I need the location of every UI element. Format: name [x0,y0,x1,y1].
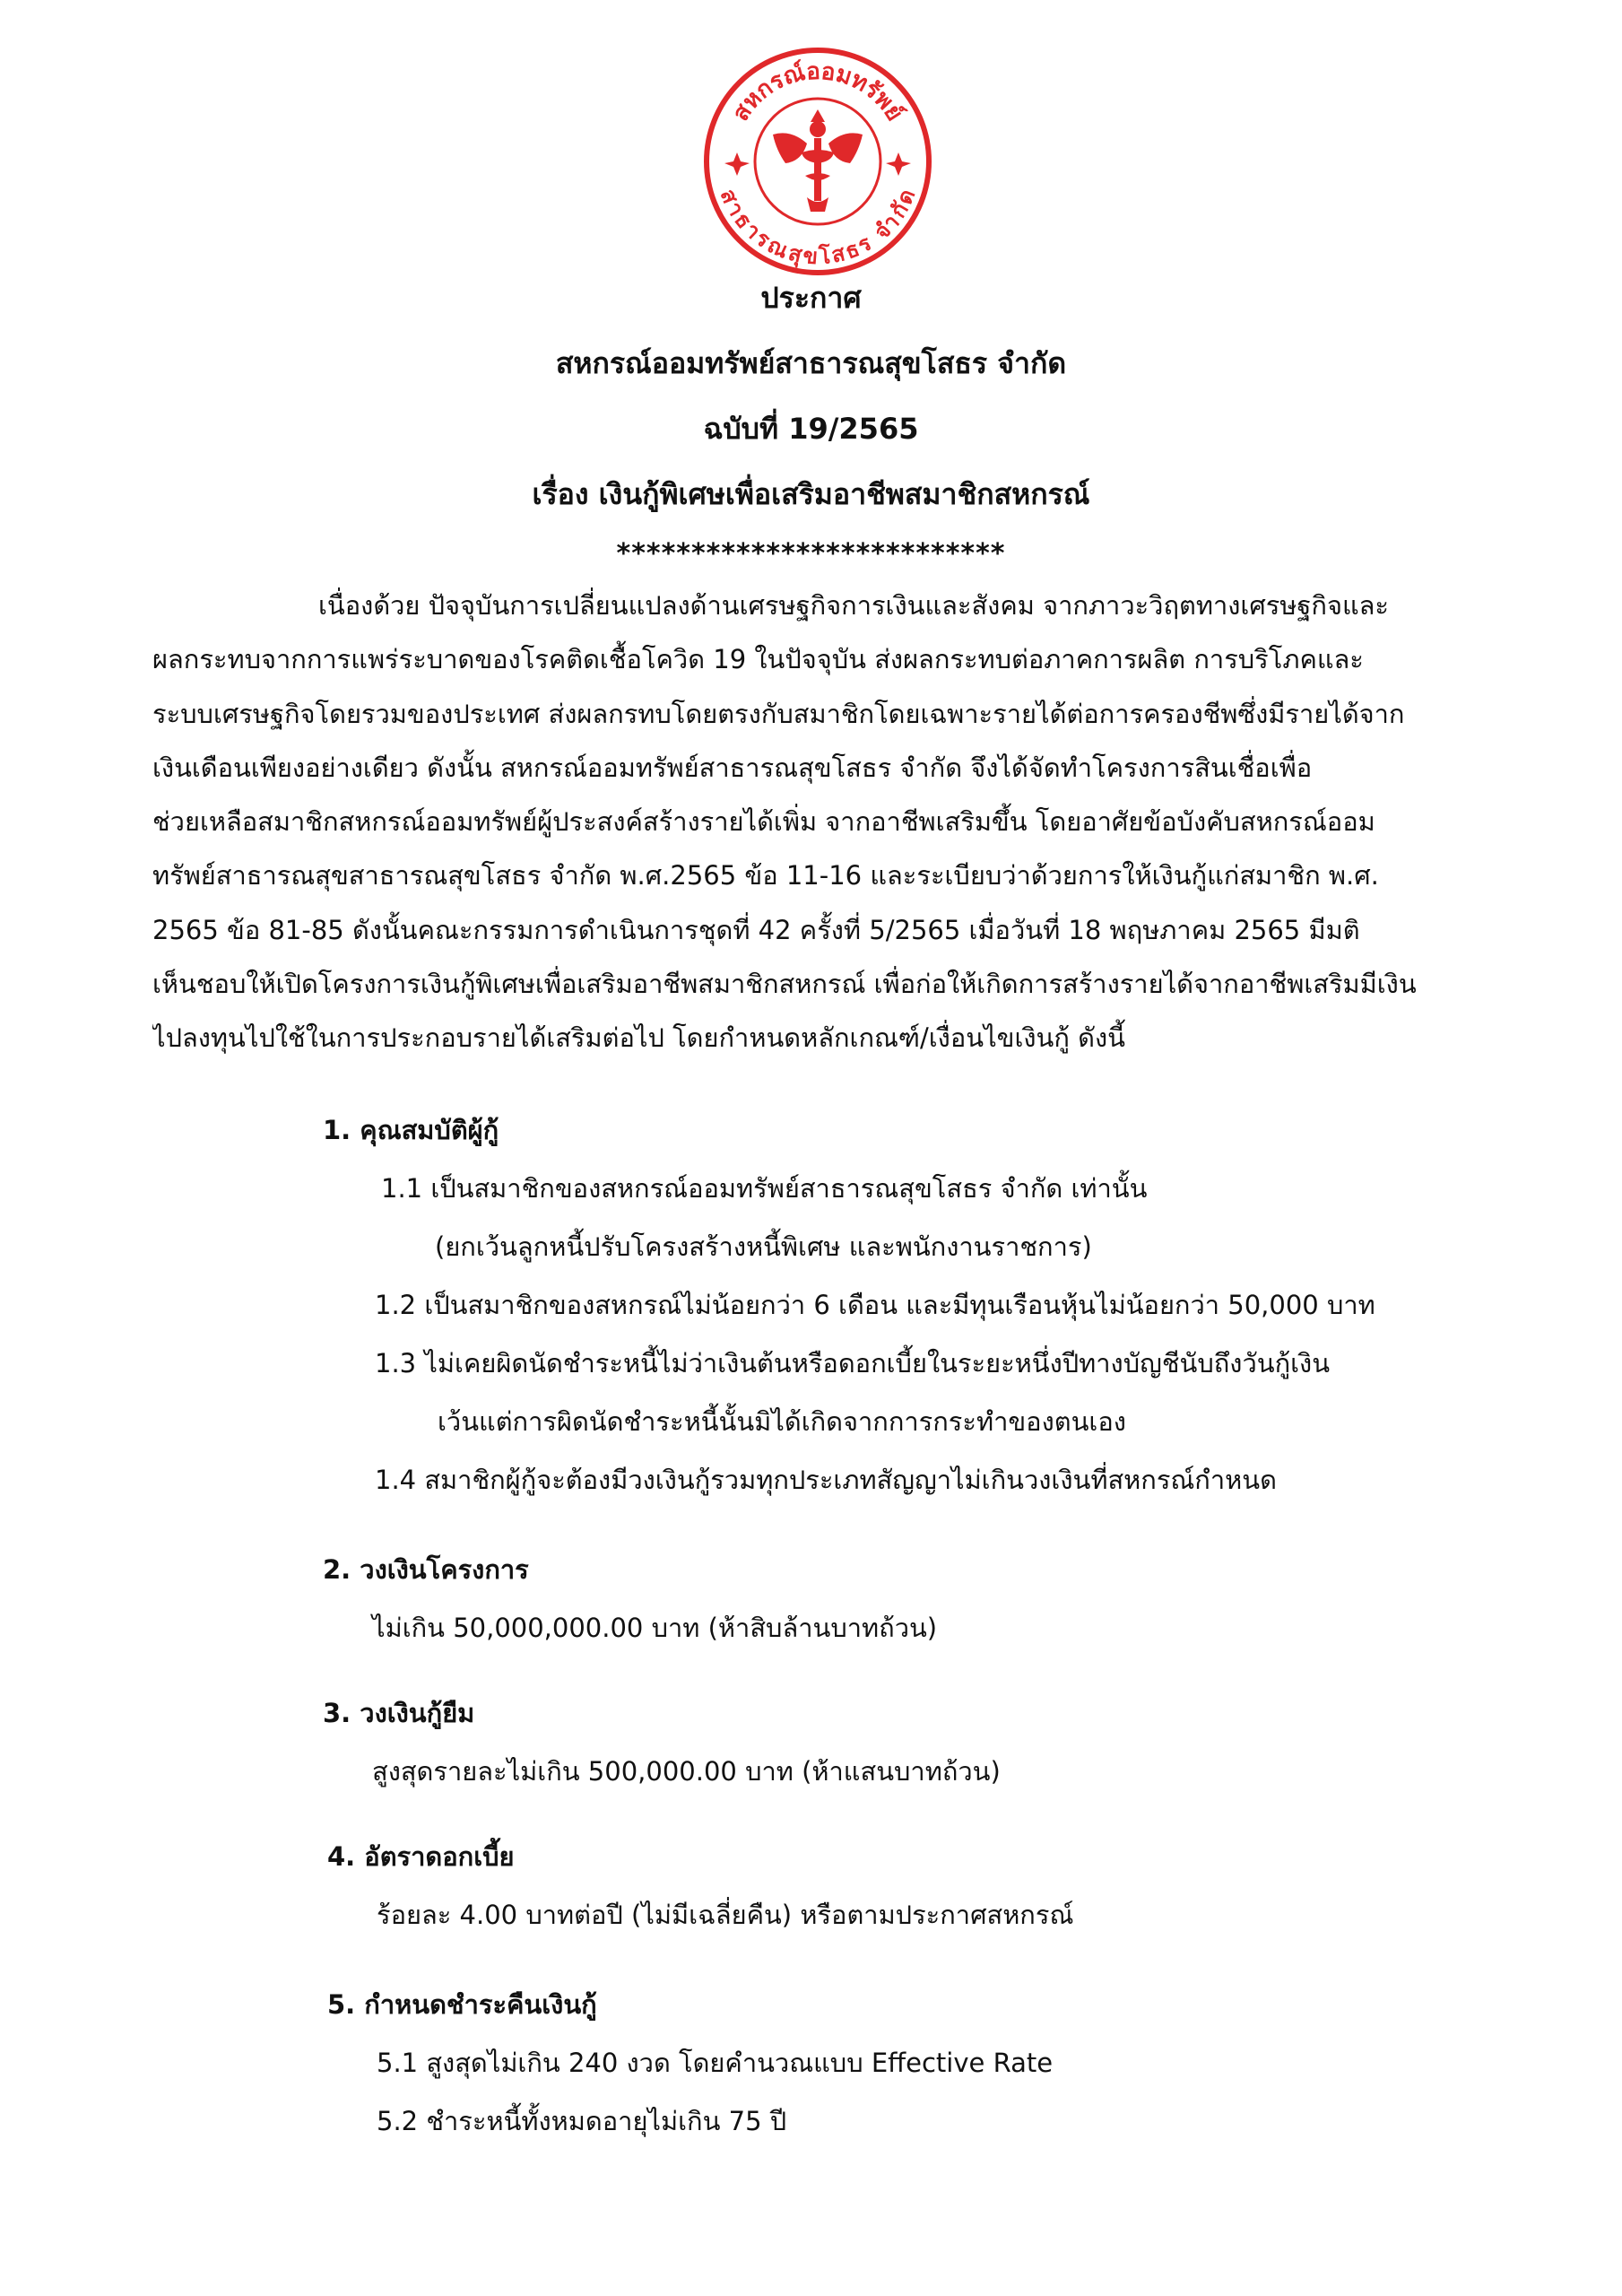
section-1-item-3-note: เว้นแต่การผิดนัดชำระหนี้นั้นมิได้เกิดจากการกระทำของตนเอง [438,1406,1126,1437]
section-2-title: 2. วงเงินโครงการ [323,1554,529,1585]
section-1-item-1-note: (ยกเว้นลูกหนี้ปรับโครงสร้างหนี้พิเศษ และพนักงานราชการ) [435,1231,1092,1262]
garuda-emblem-icon [773,109,863,212]
section-3-text: สูงสุดรายละไม่เกิน 500,000.00 บาท (ห้าแสนบาทถ้วน) [372,1756,1001,1787]
section-5-item-1: 5.1 สูงสุดไม่เกิน 240 งวด โดยคำนวณแบบ Effective Rate [377,2048,1054,2078]
section-2-text: ไม่เกิน 50,000,000.00 บาท (ห้าสิบล้านบาทถ้วน) [372,1613,938,1643]
announcement-subject: เรื่อง เงินกู้พิเศษเพื่อเสริมอาชีพสมาชิกสหกรณ์ [532,477,1090,511]
section-5-item-2: 5.2 ชำระหนี้ทั้งหมดอายุไม่เกิน 75 ปี [377,2106,787,2136]
paragraph-line: เงินเดือนเพียงอย่างเดียว ดังนั้น สหกรณ์ออมทรัพย์สาธารณสุขโสธร จำกัด จึงได้จัดทำโครงการสินเชื่อเพื่อ [152,752,1313,783]
section-5-title: 5. กำหนดชำระคืนเงินกู้ [327,1989,597,2020]
seal-text-bottom: สาธารณสุขโสธร จำกัด [716,185,920,269]
announcement-number: ฉบับที่ 19/2565 [703,412,919,446]
paragraph-line: ไปลงทุนไปใช้ในการประกอบรายได้เสริมต่อไป โดยกำหนดหลักเกณฑ์/เงื่อนไขเงินกู้ ดังนี้ [152,1022,1125,1054]
section-1-item-1: 1.1 เป็นสมาชิกของสหกรณ์ออมทรัพย์สาธารณสุขโสธร จำกัด เท่านั้น [381,1173,1148,1204]
paragraph-line: 2565 ข้อ 81-85 ดังนั้นคณะกรรมการดำเนินการชุดที่ 42 ครั้งที่ 5/2565 เมื่อวันที่ 18 พฤษภาคม 2565 มีมติ [152,914,1360,945]
paragraph-line: เห็นชอบให้เปิดโครงการเงินกู้พิเศษเพื่อเสริมอาชีพสมาชิกสหกรณ์ เพื่อก่อให้เกิดการสร้างรายได้จากอาชีพเสริมมีเงิน [152,969,1417,1000]
paragraph-line: ช่วยเหลือสมาชิกสหกรณ์ออมทรัพย์ผู้ประสงค์สร้างรายได้เพิ่ม จากอาชีพเสริมขึ้น โดยอาศัยข้อบังคับสหกรณ์ออม [152,806,1375,838]
announcement-label: ประกาศ [760,281,862,315]
section-1-item-4: 1.4 สมาชิกผู้กู้จะต้องมีวงเงินกู้รวมทุกประเภทสัญญาไม่เกินวงเงินที่สหกรณ์กำหนด [375,1465,1277,1495]
paragraph-line: ระบบเศรษฐกิจโดยรวมของประเทศ ส่งผลกรทบโดยตรงกับสมาชิกโดยเฉพาะรายได้ต่อการครองชีพซึ่งมีรายได้จาก [152,698,1405,729]
section-3-title: 3. วงเงินกู้ยืม [323,1698,475,1728]
paragraph-line: ผลกระทบจากการแพร่ระบาดของโรคติดเชื้อโควิด 19 ในปัจจุบัน ส่งผลกระทบต่อภาคการผลิต การบริโภคและ [152,644,1364,675]
intro-paragraph [152,578,1466,1065]
section-1-title: 1. คุณสมบัติผู้กู้ [323,1115,499,1145]
section-4-text: ร้อยละ 4.00 บาทต่อปี (ไม่มีเฉลี่ยคืน) หรือตามประกาศสหกรณ์ [377,1900,1074,1930]
separator-stars: ************************** [616,538,1006,570]
section-1-item-2: 1.2 เป็นสมาชิกของสหกรณ์ไม่น้อยกว่า 6 เดือน และมีทุนเรือนหุ้นไม่น้อยกว่า 50,000 บาท [375,1290,1375,1320]
seal-star-left [724,152,750,176]
paragraph-line: ทรัพย์สาธารณสุขสาธารณสุขโสธร จำกัด พ.ศ.2565 ข้อ 11-16 และระเบียบว่าด้วยการให้เงินกู้แก่สมาชิก พ.ศ. [152,860,1379,891]
section-4-title: 4. อัตราดอกเบี้ย [327,1841,515,1872]
organization-name: สหกรณ์ออมทรัพย์สาธารณสุขโสธร จำกัด [555,346,1067,380]
seal-text-top: สหกรณ์ออมทรัพย์ [727,57,908,126]
paragraph-line: เนื่องด้วย ปัจจุบันการเปลี่ยนแปลงด้านเศรษฐกิจการเงินและสังคม จากภาวะวิฤตทางเศรษฐกิจและ [318,590,1390,621]
cooperative-seal-logo [701,45,934,278]
seal-star-right [886,152,911,176]
section-1-item-3: 1.3 ไม่เคยผิดนัดชำระหนี้ไม่ว่าเงินต้นหรือดอกเบี้ยในระยะหนึ่งปีทางบัญชีนับถึงวันกู้เงิน [375,1348,1331,1378]
